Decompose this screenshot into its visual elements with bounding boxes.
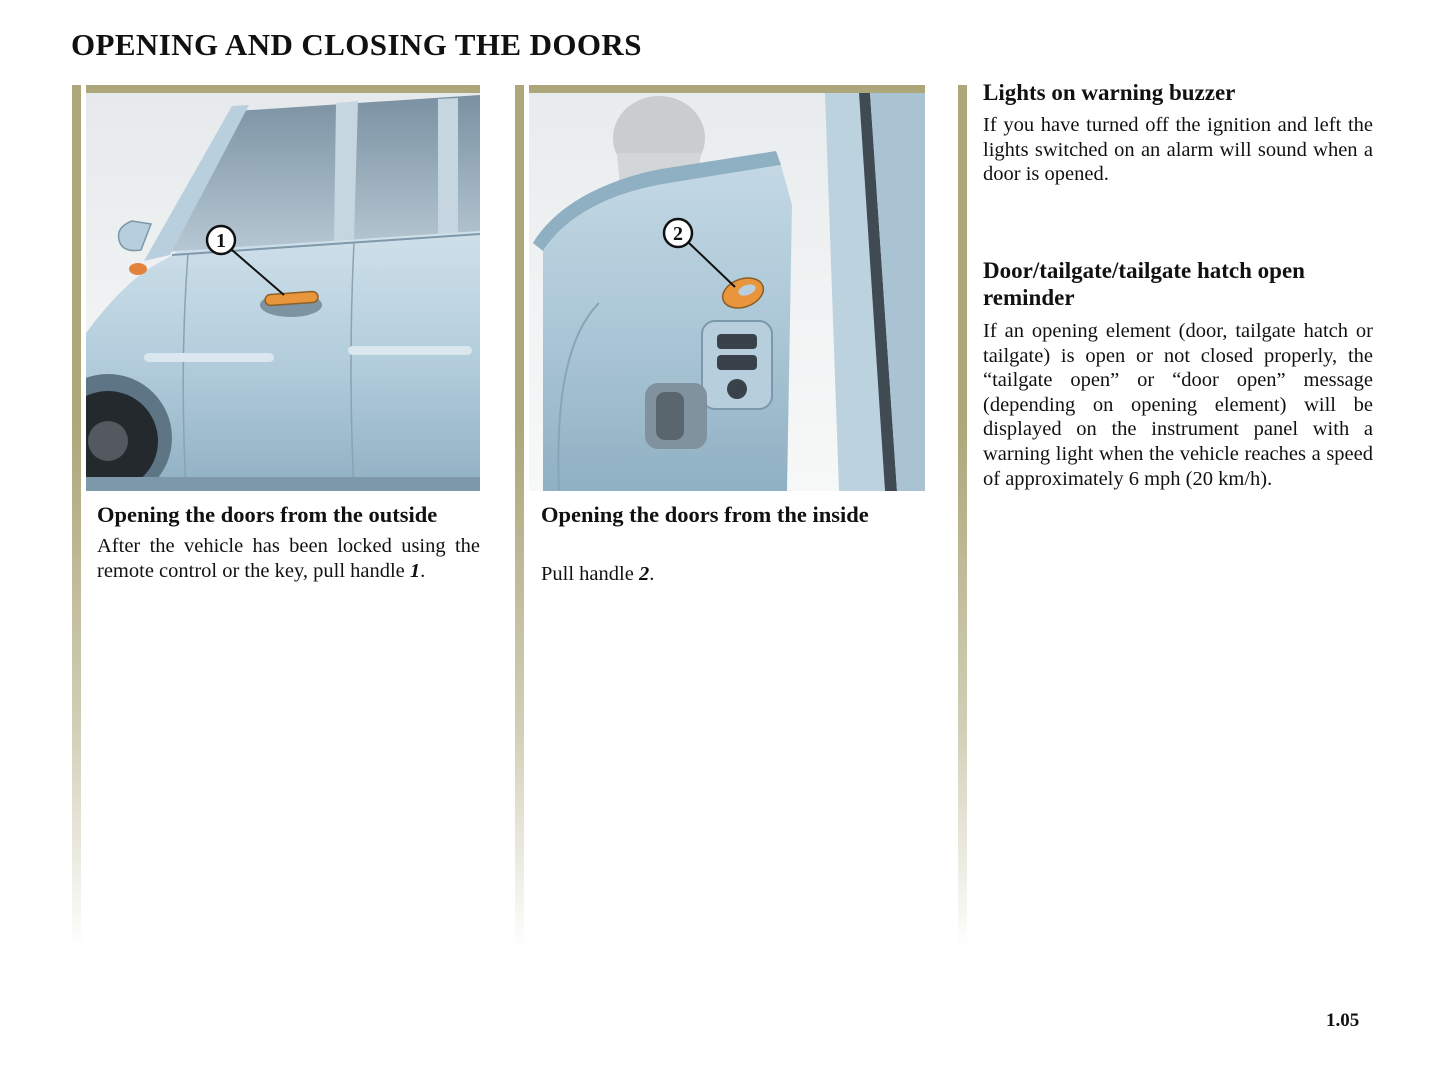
handle-ref-2: 2: [638, 563, 650, 585]
page-number: 1.05: [1326, 1010, 1360, 1031]
window-switch: [717, 355, 757, 370]
caption-outside-period: .: [420, 559, 426, 582]
turn-indicator: [129, 263, 147, 275]
caption-inside-text: Pull handle: [541, 563, 639, 585]
caption-inside-period: .: [649, 563, 655, 585]
b-pillar: [334, 101, 358, 241]
figure-door-inside: [529, 85, 925, 491]
lights-buzzer-heading: Lights on warning buzzer: [983, 80, 1236, 105]
car-side-illustration: [86, 93, 480, 491]
window-switch: [717, 334, 757, 349]
column-accent-bar-middle: [515, 85, 524, 978]
door-interior-illustration: [529, 93, 925, 491]
grab-handle-slot: [656, 392, 684, 440]
caption-inside-body: [541, 562, 925, 587]
column-accent-bar-right: [958, 85, 967, 978]
handle-ref-1: 1: [409, 559, 421, 582]
c-pillar: [438, 98, 458, 236]
rocker-panel: [86, 477, 480, 491]
caption-outside-text: After the vehicle has been locked using the remote control or the key, pull handle: [97, 535, 480, 582]
column-accent-bar-left: [72, 85, 81, 978]
lights-buzzer-body: If you have turned off the ignition and left the lights switched on an alarm will sound when a door is opened.: [983, 114, 1373, 186]
caption-outside-body: [97, 534, 480, 583]
open-reminder-body: If an opening element (door, tailgate hatch or tailgate) is open or not closed properly, the “tailgate open” or “door open” message (depending on opening element) will be displayed on the instrument panel with a warning light when the vehicle reaches a speed of approximately 6 mph (20 km/h).: [983, 320, 1373, 490]
side-moulding-front: [144, 353, 274, 362]
callout-1-number: 1: [216, 230, 226, 252]
open-reminder-heading: Door/tailgate/tailgate hatch open reminder: [983, 258, 1305, 310]
lock-button: [727, 379, 747, 399]
caption-inside-heading: Opening the doors from the inside: [541, 502, 869, 527]
wheel-hub: [88, 421, 128, 461]
figure-door-outside: [86, 85, 480, 491]
callout-2-number: 2: [673, 223, 683, 245]
side-moulding-rear: [348, 346, 472, 355]
caption-outside-heading: Opening the doors from the outside: [97, 502, 438, 527]
page-title: OPENING AND CLOSING THE DOORS: [71, 27, 642, 62]
